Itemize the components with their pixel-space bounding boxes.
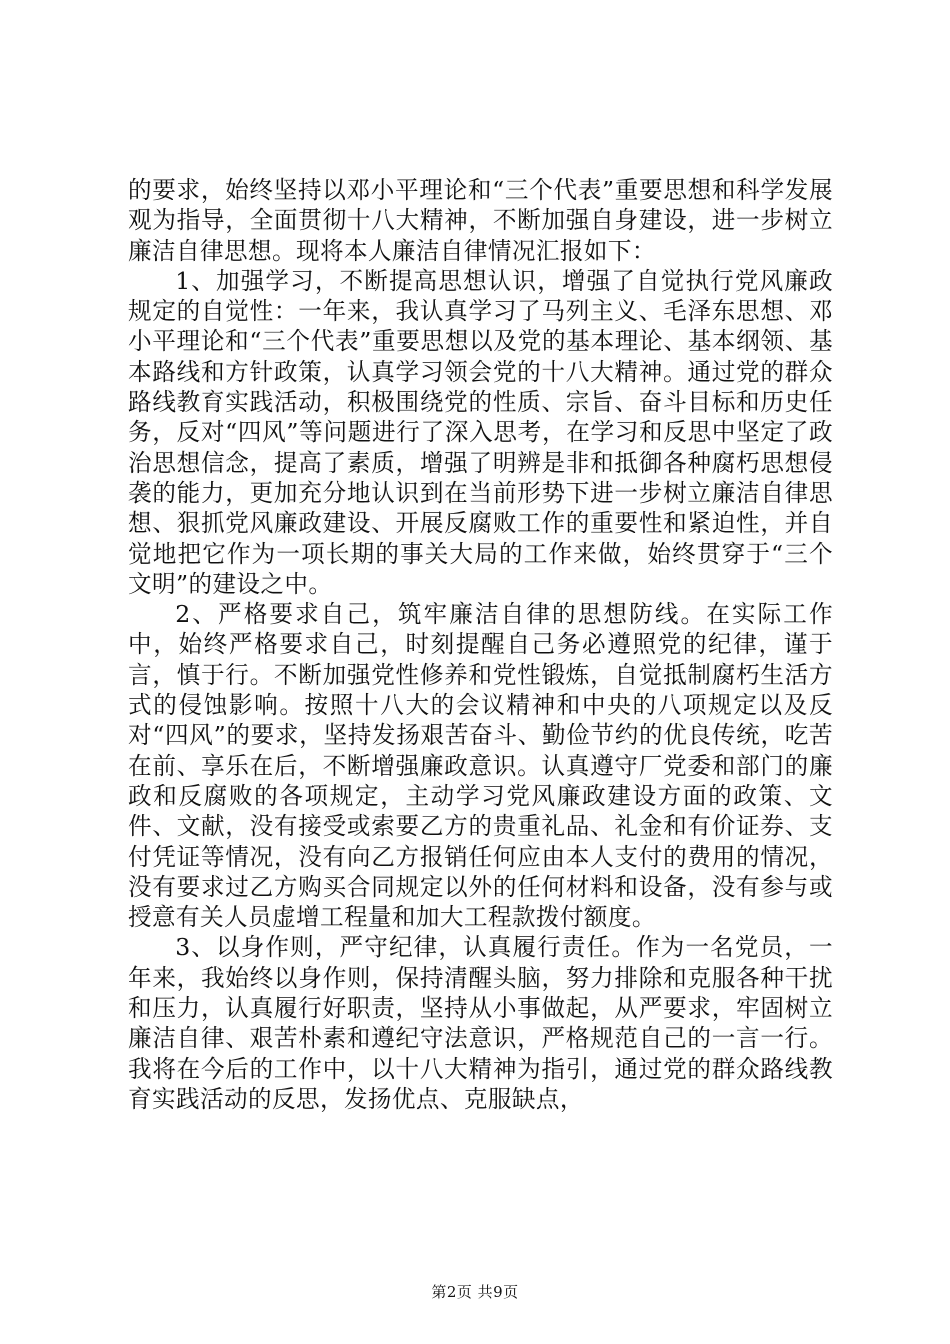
paragraph-section-2: 2、严格要求自己，筑牢廉洁自律的思想防线。在实际工作中，始终严格要求自己，时刻提醒自己务必遵照党的纪律，谨于言，慎于行。不断加强党性修养和党性锻炼，自觉抵制腐朽生活方式的侵蚀影响。按照十八大的会议精神和中央的八项规定以及反对“四风”的要求，坚持发扬艰苦奋斗、勤俭节约的优良传统，吃苦在前、享乐在后，不断增强廉政意识。认真遵守厂党委和部门的廉政和反腐败的各项规定，主动学习党风廉政建设方面的政策、文件、文献，没有接受或索要乙方的贵重礼品、礼金和有价证券、支付凭证等情况，没有向乙方报销任何应由本人支付的费用的情况，没有要求过乙方购买合同规定以外的任何材料和设备，没有参与或授意有关人员虚增工程量和加大工程款拨付额度。: [128, 600, 833, 932]
page-number-footer: 第2页 共9页: [431, 1283, 519, 1301]
document-body: [128, 175, 833, 1114]
paragraph-section-3: 3、以身作则，严守纪律，认真履行责任。作为一名党员，一年来，我始终以身作则，保持清醒头脑，努力排除和克服各种干扰和压力，认真履行好职责，坚持从小事做起，从严要求，牢固树立廉洁自律、艰苦朴素和遵纪守法意识，严格规范自己的一言一行。我将在今后的工作中，以十八大精神为指引，通过党的群众路线教育实践活动的反思，发扬优点、克服缺点，: [128, 933, 833, 1113]
paragraph-continuation: 的要求，始终坚持以邓小平理论和“三个代表”重要思想和科学发展观为指导，全面贯彻十八大精神，不断加强自身建设，进一步树立廉洁自律思想。现将本人廉洁自律情况汇报如下：: [128, 176, 833, 265]
paragraph-section-1: 1、加强学习，不断提高思想认识，增强了自觉执行党风廉政规定的自觉性：一年来，我认真学习了马列主义、毛泽东思想、邓小平理论和“三个代表”重要思想以及党的基本理论、基本纲领、基本路线和方针政策，认真学习领会党的十八大精神。通过党的群众路线教育实践活动，积极围绕党的性质、宗旨、奋斗目标和历史任务，反对“四风”等问题进行了深入思考，在学习和反思中坚定了政治思想信念，提高了素质，增强了明辨是非和抵御各种腐朽思想侵袭的能力，更加充分地认识到在当前形势下进一步树立廉洁自律思想、狠抓党风廉政建设、开展反腐败工作的重要性和紧迫性，并自觉地把它作为一项长期的事关大局的工作来做，始终贯穿于“三个文明”的建设之中。: [128, 266, 833, 598]
